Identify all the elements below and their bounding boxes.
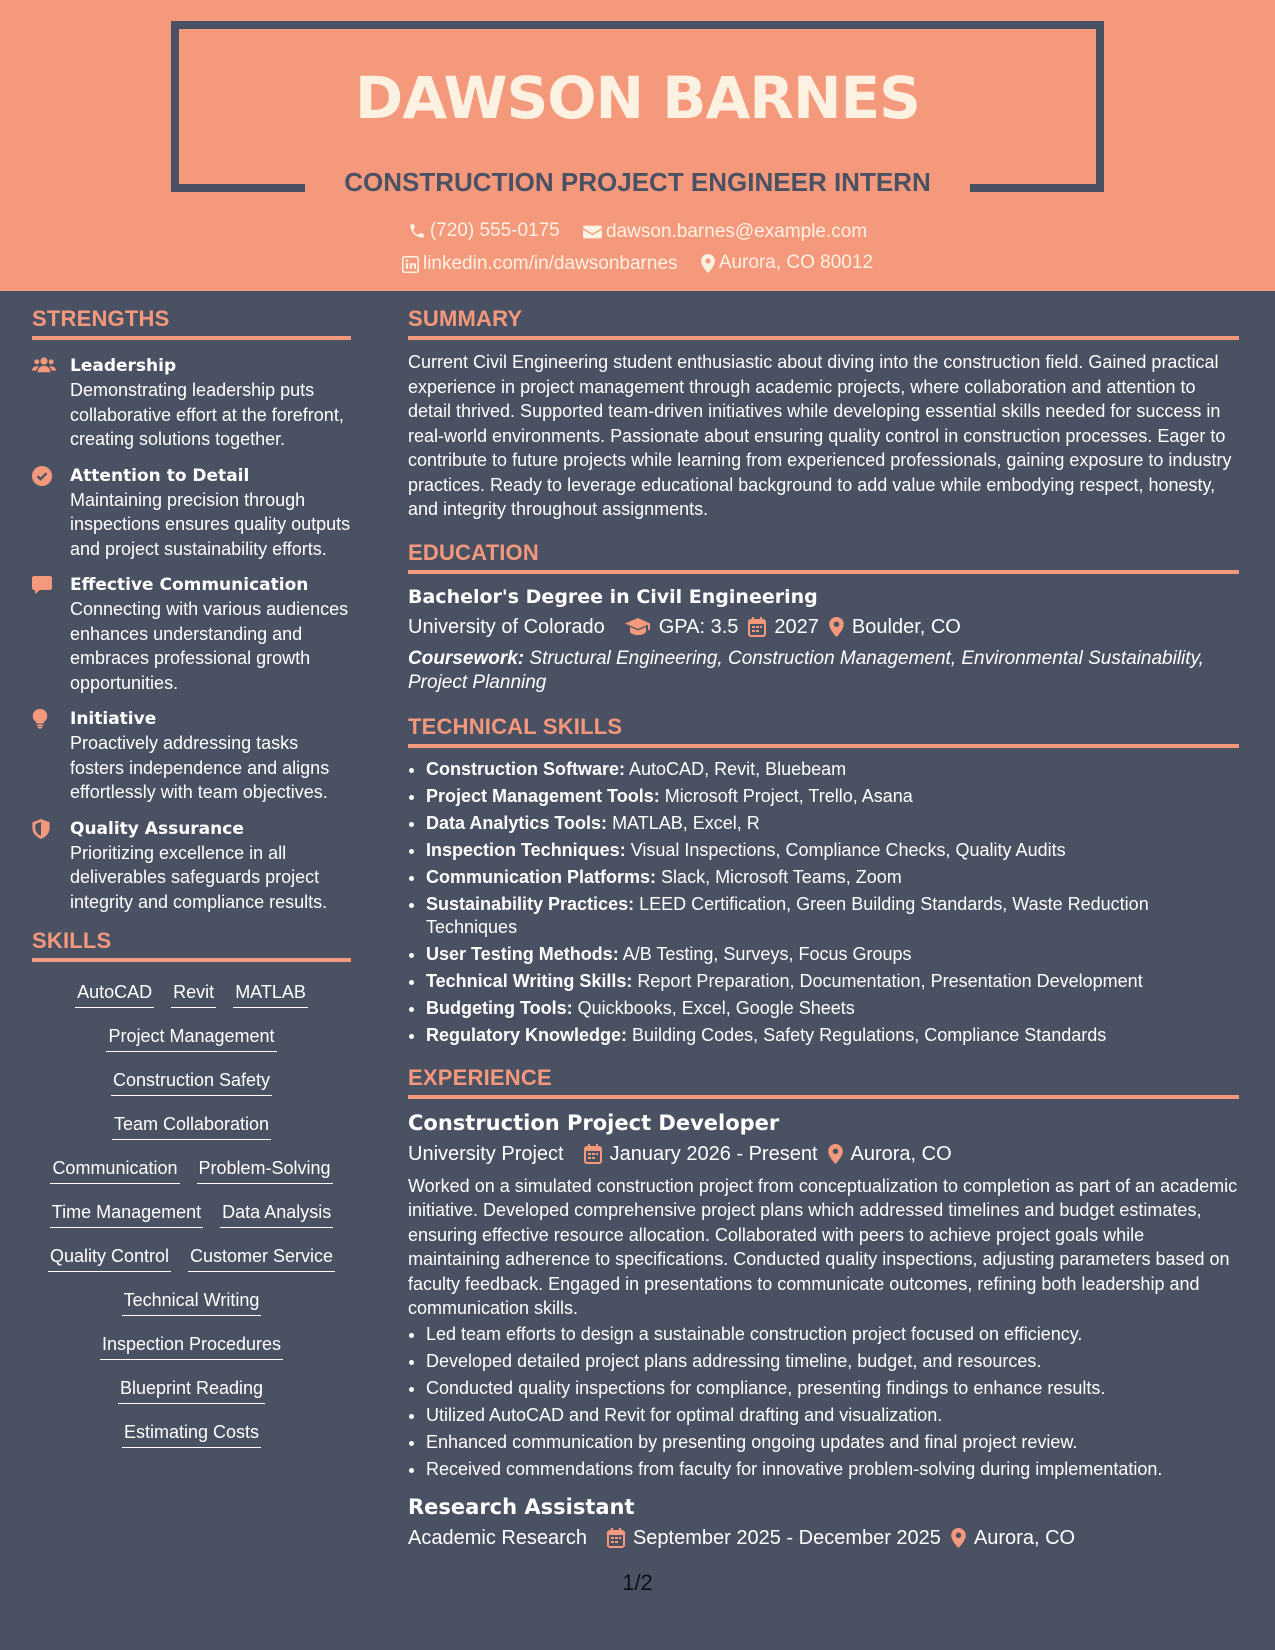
tech-skill-item <box>426 758 1239 781</box>
strength-item <box>32 354 351 452</box>
left-column <box>32 306 351 1464</box>
page-number: 1/2 <box>622 1570 653 1595</box>
tech-skill-label: Technical Writing Skills: <box>426 970 633 991</box>
job-org-name: Academic Research <box>408 1526 587 1549</box>
job-position-title: Research Assistant <box>408 1494 635 1519</box>
strength-item <box>32 817 351 915</box>
skill-row <box>32 1200 351 1228</box>
job-dates-text: January 2026 - Present <box>609 1142 818 1165</box>
skill-tag: Inspection Procedures <box>100 1332 283 1360</box>
location-text: Aurora, CO 80012 <box>718 252 874 273</box>
skill-row <box>32 1156 351 1184</box>
skill-row <box>32 1112 351 1140</box>
calendar-icon <box>584 1144 602 1164</box>
linkedin-icon <box>402 256 419 273</box>
skill-row <box>32 1376 351 1404</box>
phone-icon <box>408 222 426 240</box>
education-meta <box>408 613 1239 641</box>
skill-row <box>32 1024 351 1052</box>
skill-row <box>32 1244 351 1272</box>
strengths-heading: STRENGTHS <box>32 306 351 340</box>
skill-tag: Revit <box>171 980 216 1008</box>
tech-skill-label: Communication Platforms: <box>426 866 657 887</box>
right-column <box>408 306 1239 1552</box>
skill-tag: Communication <box>50 1156 179 1184</box>
skill-row <box>32 1068 351 1096</box>
map-pin-icon <box>828 1144 843 1164</box>
job-location <box>951 1524 1075 1552</box>
candidate-name: DAWSON BARNES <box>355 64 920 132</box>
job-location <box>828 1140 952 1168</box>
comment-icon <box>32 575 52 595</box>
map-pin-icon <box>951 1528 966 1548</box>
job-org <box>408 1140 574 1168</box>
tech-skill-value: Quickbooks, Excel, Google Sheets <box>577 997 855 1018</box>
map-pin-icon <box>829 617 844 637</box>
gpa-text: GPA: 3.5 <box>658 615 739 638</box>
tech-skill-item <box>426 839 1239 862</box>
strength-desc: Proactively addressing tasks fosters independence and aligns effortlessly with team objectives. <box>70 733 330 802</box>
job-dates-text: September 2025 - December 2025 <box>632 1526 941 1549</box>
tech-skill-value: Report Preparation, Documentation, Presentation Development <box>637 970 1143 991</box>
calendar-icon <box>607 1528 625 1548</box>
technical-skills-heading: TECHNICAL SKILLS <box>408 714 1239 748</box>
skill-tag: Data Analysis <box>220 1200 333 1228</box>
strength-name: Effective Communication <box>70 575 309 595</box>
tech-skill-label: Data Analytics Tools: <box>426 812 608 833</box>
envelope-icon <box>583 224 602 240</box>
shield-icon <box>32 819 50 839</box>
tech-skill-label: Budgeting Tools: <box>426 997 573 1018</box>
phone-text: (720) 555-0175 <box>429 220 560 241</box>
summary-text: Current Civil Engineering student enthusiastic about diving into the construction field. Gained practical experience in project management through academic projects, where collaboration and attention to detail thrived. Supported team-driven initiatives while developing essential skills needed for success in real-world environments. Passionate about ensuring quality control in construction processes. Eager to contribute to future projects while learning from experienced professionals, gaining exposure to industry practices. Ready to leverage educational background to add value while embodying respect, honesty, and integrity throughout assignments. <box>408 352 1232 519</box>
strength-desc: Maintaining precision through inspections ensures quality outputs and project sustainability efforts. <box>70 489 351 559</box>
map-pin-icon <box>701 254 715 273</box>
job-description: Worked on a simulated construction project from conceptualization to completion as part of an academic initiative. Developed comprehensive project plans which addressed timelines and budget estimates, ensuring effective resource allocation. Collaborated with peers to achieve project goals while maintaining adherence to specifications. Conducted quality inspections, adjusting parameters based on faculty feedback. Engaged in presentations to communicate outcomes, refining both leadership and communication skills. <box>408 1175 1238 1318</box>
skill-tag: Problem-Solving <box>197 1156 333 1184</box>
tech-skill-value: AutoCAD, Revit, Bluebeam <box>629 758 847 779</box>
job-org-name: University Project <box>408 1142 564 1165</box>
job-dates <box>584 1140 818 1168</box>
contact-row-2 <box>0 252 1275 279</box>
strength-item <box>32 464 351 562</box>
summary-heading: SUMMARY <box>408 306 1239 340</box>
tech-skill-value: A/B Testing, Surveys, Focus Groups <box>622 943 912 964</box>
skills-heading: SKILLS <box>32 928 351 962</box>
skill-tag: Quality Control <box>48 1244 171 1272</box>
calendar-icon <box>748 617 766 637</box>
skill-tag: Project Management <box>106 1024 276 1052</box>
skills-list <box>32 980 351 1448</box>
linkedin-text[interactable]: linkedin.com/in/dawsonbarnes <box>422 253 678 274</box>
skill-tag: Blueprint Reading <box>118 1376 265 1404</box>
tech-skill-label: Project Management Tools: <box>426 785 660 806</box>
strength-desc: Connecting with various audiences enhances understanding and embraces professional growth opportunities. <box>70 599 349 693</box>
skill-tag: Time Management <box>50 1200 203 1228</box>
strength-name: Initiative <box>70 709 157 729</box>
lightbulb-icon <box>32 709 48 729</box>
graduation-cap-icon <box>625 618 651 636</box>
strength-desc: Demonstrating leadership puts collaborative effort at the forefront, creating solutions together. <box>70 380 344 449</box>
tech-skill-item <box>426 1024 1239 1047</box>
education-location <box>829 613 961 641</box>
users-icon <box>32 356 56 374</box>
tech-skill-label: Inspection Techniques: <box>426 839 626 860</box>
email-text[interactable]: dawson.barnes@example.com <box>606 221 868 242</box>
school-name: University of Colorado <box>408 615 605 638</box>
job-bullet: • Utilized AutoCAD and Revit for optimal drafting and visualization. <box>426 1403 1239 1427</box>
header-banner <box>0 0 1275 291</box>
tech-skill-item <box>426 943 1239 966</box>
job-bullets <box>408 1322 1239 1481</box>
job-bullet: • Received commendations from faculty for innovative problem-solving during implementation. <box>426 1457 1239 1481</box>
contact-location <box>701 252 873 274</box>
tech-skill-label: Sustainability Practices: <box>426 893 635 914</box>
skill-row <box>32 1332 351 1360</box>
school-location: Boulder, CO <box>851 615 961 638</box>
contact-phone <box>408 220 560 242</box>
job-location-text: Aurora, CO <box>850 1142 952 1165</box>
tech-skill-value: Building Codes, Safety Regulations, Compliance Standards <box>632 1024 1107 1045</box>
strength-name: Attention to Detail <box>70 465 250 486</box>
skill-row <box>32 980 351 1008</box>
tech-skill-label: User Testing Methods: <box>426 943 619 964</box>
skill-tag: Customer Service <box>188 1244 335 1272</box>
degree-title: Bachelor's Degree in Civil Engineering <box>408 585 818 608</box>
tech-skill-item <box>426 866 1239 889</box>
contact-row-1 <box>0 220 1275 246</box>
tech-skill-label: Construction Software: <box>426 758 626 779</box>
skill-tag: Estimating Costs <box>122 1420 261 1448</box>
job-bullet: • Conducted quality inspections for compliance, presenting findings to enhance results. <box>426 1376 1239 1400</box>
education-school <box>408 613 615 641</box>
graduation-year: 2027 <box>774 615 819 638</box>
skill-tag: Construction Safety <box>111 1068 272 1096</box>
experience-heading: EXPERIENCE <box>408 1065 1239 1099</box>
skill-row <box>32 1420 351 1448</box>
technical-skills-list <box>408 758 1239 1047</box>
job-location-text: Aurora, CO <box>973 1526 1076 1549</box>
tech-skill-item <box>426 997 1239 1020</box>
coursework-list: Structural Engineering, Construction Management, Environmental Sustainability, Project Planning <box>408 647 1204 693</box>
tech-skill-item <box>426 970 1239 993</box>
job-bullet: • Enhanced communication by presenting ongoing updates and final project review. <box>426 1430 1239 1454</box>
job-bullet: • Developed detailed project plans addressing timeline, budget, and resources. <box>426 1349 1239 1373</box>
tech-skill-item <box>426 785 1239 808</box>
skill-tag: Team Collaboration <box>112 1112 271 1140</box>
skill-tag: AutoCAD <box>75 980 154 1008</box>
strength-name: Quality Assurance <box>70 818 244 839</box>
strengths-list <box>32 354 351 914</box>
strength-item <box>32 573 351 695</box>
job-org <box>408 1524 597 1552</box>
tech-skill-value: Microsoft Project, Trello, Asana <box>664 785 913 806</box>
tech-skill-value: Slack, Microsoft Teams, Zoom <box>661 866 902 887</box>
job-meta <box>408 1524 1239 1552</box>
contact-linkedin[interactable] <box>402 253 678 275</box>
check-circle-icon <box>32 466 52 486</box>
job-title: CONSTRUCTION PROJECT ENGINEER INTERN <box>344 167 931 197</box>
tech-skill-value: LEED Certification, Green Building Standards, Waste Reduction Techniques <box>426 893 1149 937</box>
tech-skill-item <box>426 812 1239 835</box>
strength-item <box>32 707 351 805</box>
skill-tag: Technical Writing <box>122 1288 262 1316</box>
tech-skill-label: Regulatory Knowledge: <box>426 1024 628 1045</box>
education-gpa <box>625 613 739 641</box>
job-bullet: • Led team efforts to design a sustainable construction project focused on efficiency. <box>426 1322 1239 1346</box>
strength-name: Leadership <box>70 356 177 376</box>
job-dates <box>607 1524 941 1552</box>
tech-skill-value: MATLAB, Excel, R <box>612 812 760 833</box>
skill-row <box>32 1288 351 1316</box>
job-position-title: Construction Project Developer <box>408 1110 780 1135</box>
tech-skill-item <box>426 893 1239 939</box>
job-meta <box>408 1140 1239 1168</box>
coursework <box>408 647 1239 696</box>
strength-desc: Prioritizing excellence in all deliverables safeguards project integrity and compliance results. <box>70 842 328 912</box>
coursework-label: Coursework: <box>408 647 525 669</box>
education-heading: EDUCATION <box>408 540 1239 574</box>
education-year <box>748 613 819 641</box>
contact-email[interactable] <box>583 221 867 243</box>
tech-skill-value: Visual Inspections, Compliance Checks, Quality Audits <box>630 839 1066 860</box>
skill-tag: MATLAB <box>233 980 308 1008</box>
